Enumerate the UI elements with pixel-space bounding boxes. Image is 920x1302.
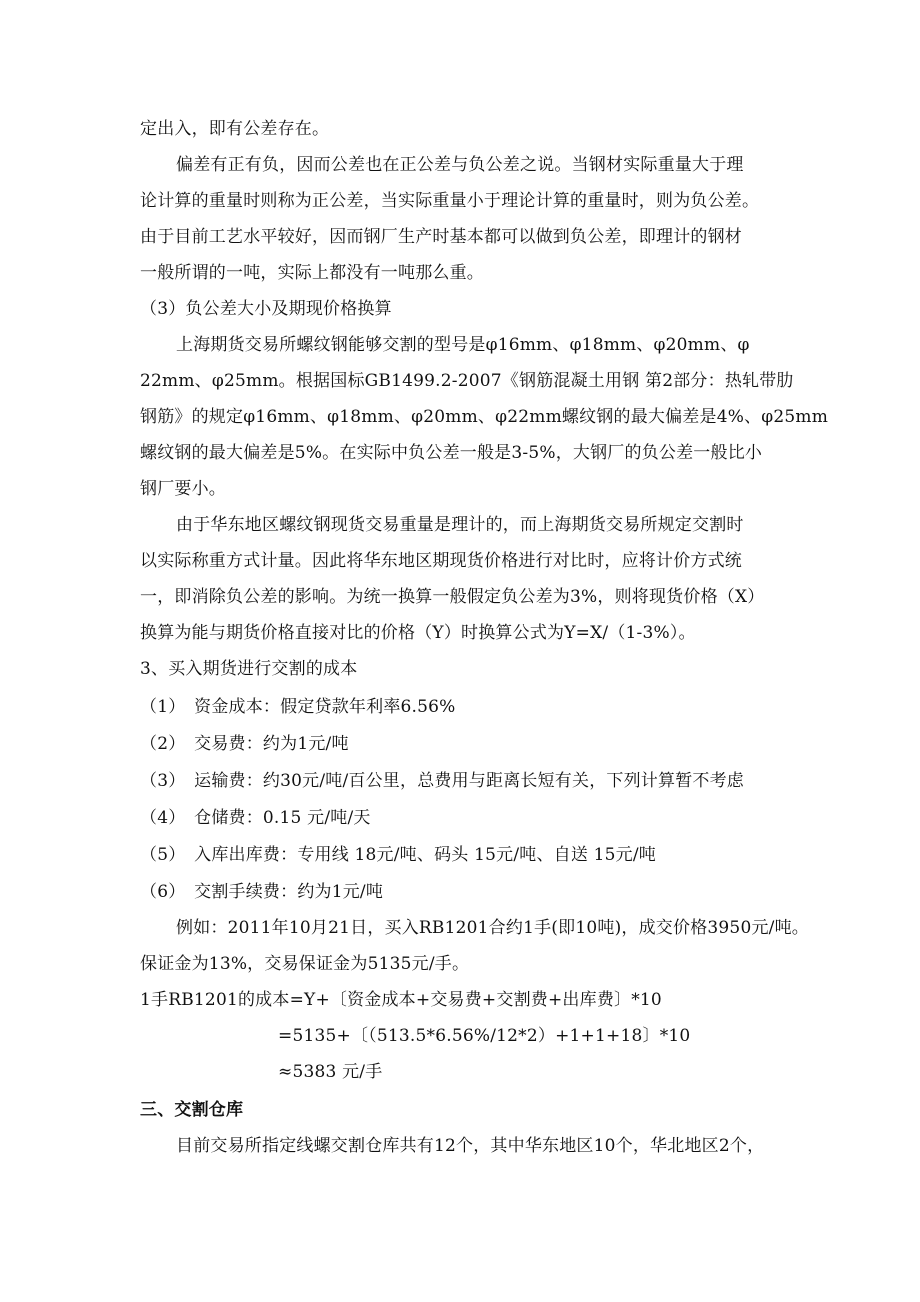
paragraph-line: 由于目前工艺水平较好，因而钢厂生产时基本都可以做到负公差，即理计的钢材 xyxy=(140,227,742,247)
paragraph-line: 论计算的重量时则称为正公差，当实际重量小于理论计算的重量时，则为负公差。 xyxy=(140,191,760,211)
paragraph-line: 保证金为13%，交易保证金为5135元/手。 xyxy=(140,954,470,974)
paragraph-line: 偏差有正有负，因而公差也在正公差与负公差之说。当钢材实际重量大于理 xyxy=(176,155,744,175)
paragraph-line: 一般所谓的一吨，实际上都没有一吨那么重。 xyxy=(140,263,484,283)
list-item: （2） 交易费：约为1元/吨 xyxy=(140,734,349,754)
paragraph-line: 螺纹钢的最大偏差是5%。在实际中负公差一般是3-5%，大钢厂的负公差一般比小 xyxy=(140,443,763,463)
list-item: （5） 入库出库费：专用线 18元/吨、码头 15元/吨、自送 15元/吨 xyxy=(140,845,657,865)
formula-line: =5135+〔（513.5*6.56%/12*2）+1+1+18〕*10 xyxy=(278,1026,691,1046)
paragraph-line: 目前交易所指定线螺交割仓库共有12个，其中华东地区10个，华北地区2个， xyxy=(176,1136,765,1156)
paragraph-line: 由于华东地区螺纹钢现货交易重量是理计的，而上海期货交易所规定交割时 xyxy=(176,515,744,535)
paragraph-line: 一，即消除负公差的影响。为统一换算一般假定负公差为3%，则将现货价格（X） xyxy=(140,587,765,607)
formula-line: ≈5383 元/手 xyxy=(278,1062,383,1082)
paragraph-line: 钢厂要小。 xyxy=(140,479,226,499)
paragraph-line: 以实际称重方式计量。因此将华东地区期现货价格进行对比时，应将计价方式统 xyxy=(140,551,742,571)
subheading: 3、买入期货进行交割的成本 xyxy=(140,659,358,679)
list-item: （3） 运输费：约30元/吨/百公里，总费用与距离长短有关，下列计算暂不考虑 xyxy=(140,771,745,791)
list-item: （6） 交割手续费：约为1元/吨 xyxy=(140,882,384,902)
paragraph-line: 上海期货交易所螺纹钢能够交割的型号是φ16mm、φ18mm、φ20mm、φ xyxy=(176,335,750,355)
paragraph-line: 22mm、φ25mm。根据国标GB1499.2-2007《钢筋混凝土用钢 第2部分：热轧带肋 xyxy=(140,371,794,391)
section-heading: 三、交割仓库 xyxy=(140,1100,244,1120)
list-item: （4） 仓储费：0.15 元/吨/天 xyxy=(140,808,371,828)
list-item: （1） 资金成本：假定贷款年利率6.56% xyxy=(140,697,456,717)
paragraph-line: 例如：2011年10月21日，买入RB1201合约1手(即10吨)，成交价格3950元/吨。 xyxy=(176,918,809,938)
formula-line: 1手RB1201的成本=Y+〔资金成本+交易费+交割费+出库费〕*10 xyxy=(140,990,662,1010)
paragraph-line: 定出入，即有公差存在。 xyxy=(140,119,330,139)
subheading: （3）负公差大小及期现价格换算 xyxy=(140,299,392,319)
paragraph-line: 换算为能与期货价格直接对比的价格（Y）时换算公式为Y=X/（1-3%）。 xyxy=(140,623,696,643)
paragraph-line: 钢筋》的规定φ16mm、φ18mm、φ20mm、φ22mm螺纹钢的最大偏差是4%、φ25mm xyxy=(140,407,829,427)
